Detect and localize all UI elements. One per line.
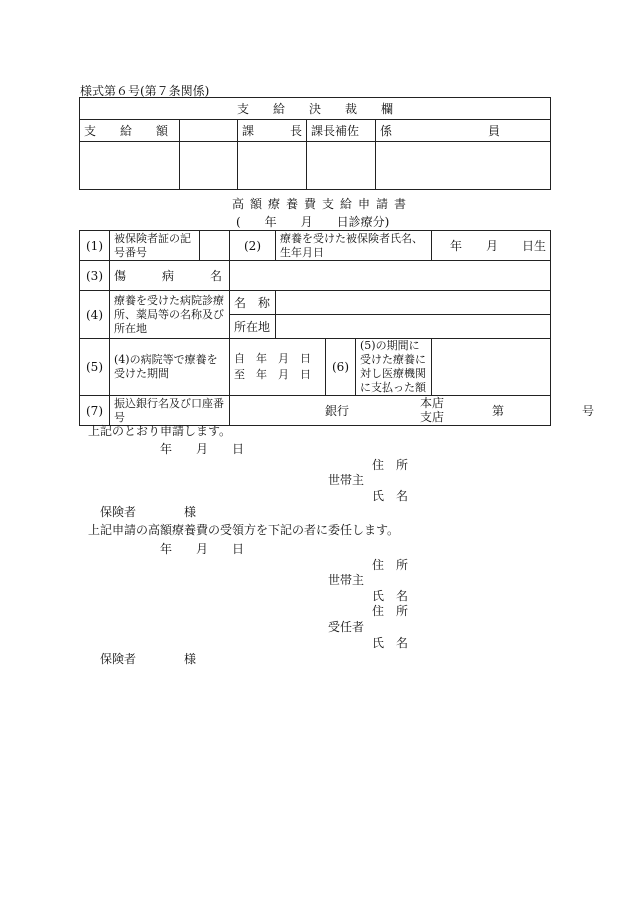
row-number: (5): [80, 339, 110, 396]
householder-label: 世帯主: [328, 573, 365, 587]
insurer-addressee-2: 保険者 様: [100, 652, 197, 666]
delegate-label: 受任者: [328, 620, 365, 634]
branch-label: 支店: [420, 410, 445, 424]
row-number: (3): [80, 261, 110, 291]
application-table: [79, 230, 595, 426]
institution-address-value: [276, 315, 551, 339]
label-bank-account: 振込銀行名及び口座番号: [110, 396, 230, 426]
disease-name-value: [230, 261, 551, 291]
stamp-cell: [80, 142, 180, 190]
householder-address-label: 住 所: [372, 558, 409, 572]
bank-account-value: [230, 396, 595, 426]
row-number: (6): [326, 339, 356, 396]
payment-box-title: 支 給 決 裁 欄: [80, 98, 551, 120]
delegation-date: 年 月 日: [160, 542, 245, 556]
period-from-to: [230, 339, 326, 396]
insurer-addressee: 保険者 様: [100, 505, 197, 519]
header-deputy-chief: 課長補佐: [307, 120, 376, 142]
delegate-address-label: 住 所: [372, 604, 409, 618]
stamp-cell: [238, 142, 307, 190]
label-amount-paid: (5)の期間に受けた療養に対し医療機関に支払った額: [356, 339, 432, 396]
application-date: 年 月 日: [160, 442, 245, 456]
form-number: 様式第６号(第７条関係): [80, 84, 210, 98]
date-of-birth-value: 年 月 日生: [432, 231, 551, 261]
head-office-label: 本店: [420, 396, 445, 410]
applicant-householder-label: 世帯主: [328, 473, 365, 487]
stamp-cell: [376, 142, 551, 190]
row-number: (1): [80, 231, 110, 261]
payment-decision-table: [79, 97, 551, 190]
label-institution-name: 名 称: [230, 291, 276, 315]
label-medical-institution: 療養を受けた病院診療所、薬局等の名称及び所在地: [110, 291, 230, 339]
delegation-text: 上記申請の高額療養費の受領方を下記の者に委任します。: [88, 523, 400, 537]
label-insurance-card-number: 被保険者証の記号番号: [110, 231, 200, 261]
applicant-name-label: 氏 名: [372, 489, 409, 503]
row-number: (7): [80, 396, 110, 426]
header-section-chief: 課 長: [238, 120, 307, 142]
account-go-label: 号: [582, 404, 595, 418]
amount-paid-value: [432, 339, 551, 396]
row-number: (4): [80, 291, 110, 339]
stamp-cell: [307, 142, 376, 190]
applicant-address-label: 住 所: [372, 458, 409, 472]
treatment-period: ( 年 月 日診療分): [236, 215, 390, 229]
declaration-text: 上記のとおり申請します。: [88, 424, 232, 438]
row-number: (2): [230, 231, 276, 261]
header-staff: 係 員: [376, 120, 551, 142]
householder-name-label: 氏 名: [372, 589, 409, 603]
bank-label: 銀行: [325, 404, 350, 418]
label-disease-name: 傷 病 名: [110, 261, 230, 291]
delegate-name-label: 氏 名: [372, 636, 409, 650]
label-patient-name-dob: 療養を受けた被保険者氏名、生年月日: [276, 231, 432, 261]
period-from: 自 年 月 日: [234, 352, 311, 365]
document-title: 高額療養費支給申請書: [232, 197, 413, 211]
period-to: 至 年 月 日: [234, 368, 311, 381]
label-treatment-period: (4)の病院等で療養を受けた期間: [110, 339, 230, 396]
institution-name-value: [276, 291, 551, 315]
header-payment-amount: 支 給 額: [80, 120, 180, 142]
account-dai-label: 第: [492, 404, 505, 418]
label-institution-address: 所在地: [230, 315, 276, 339]
insurance-card-number-value: [200, 231, 230, 261]
stamp-cell: [180, 142, 238, 190]
